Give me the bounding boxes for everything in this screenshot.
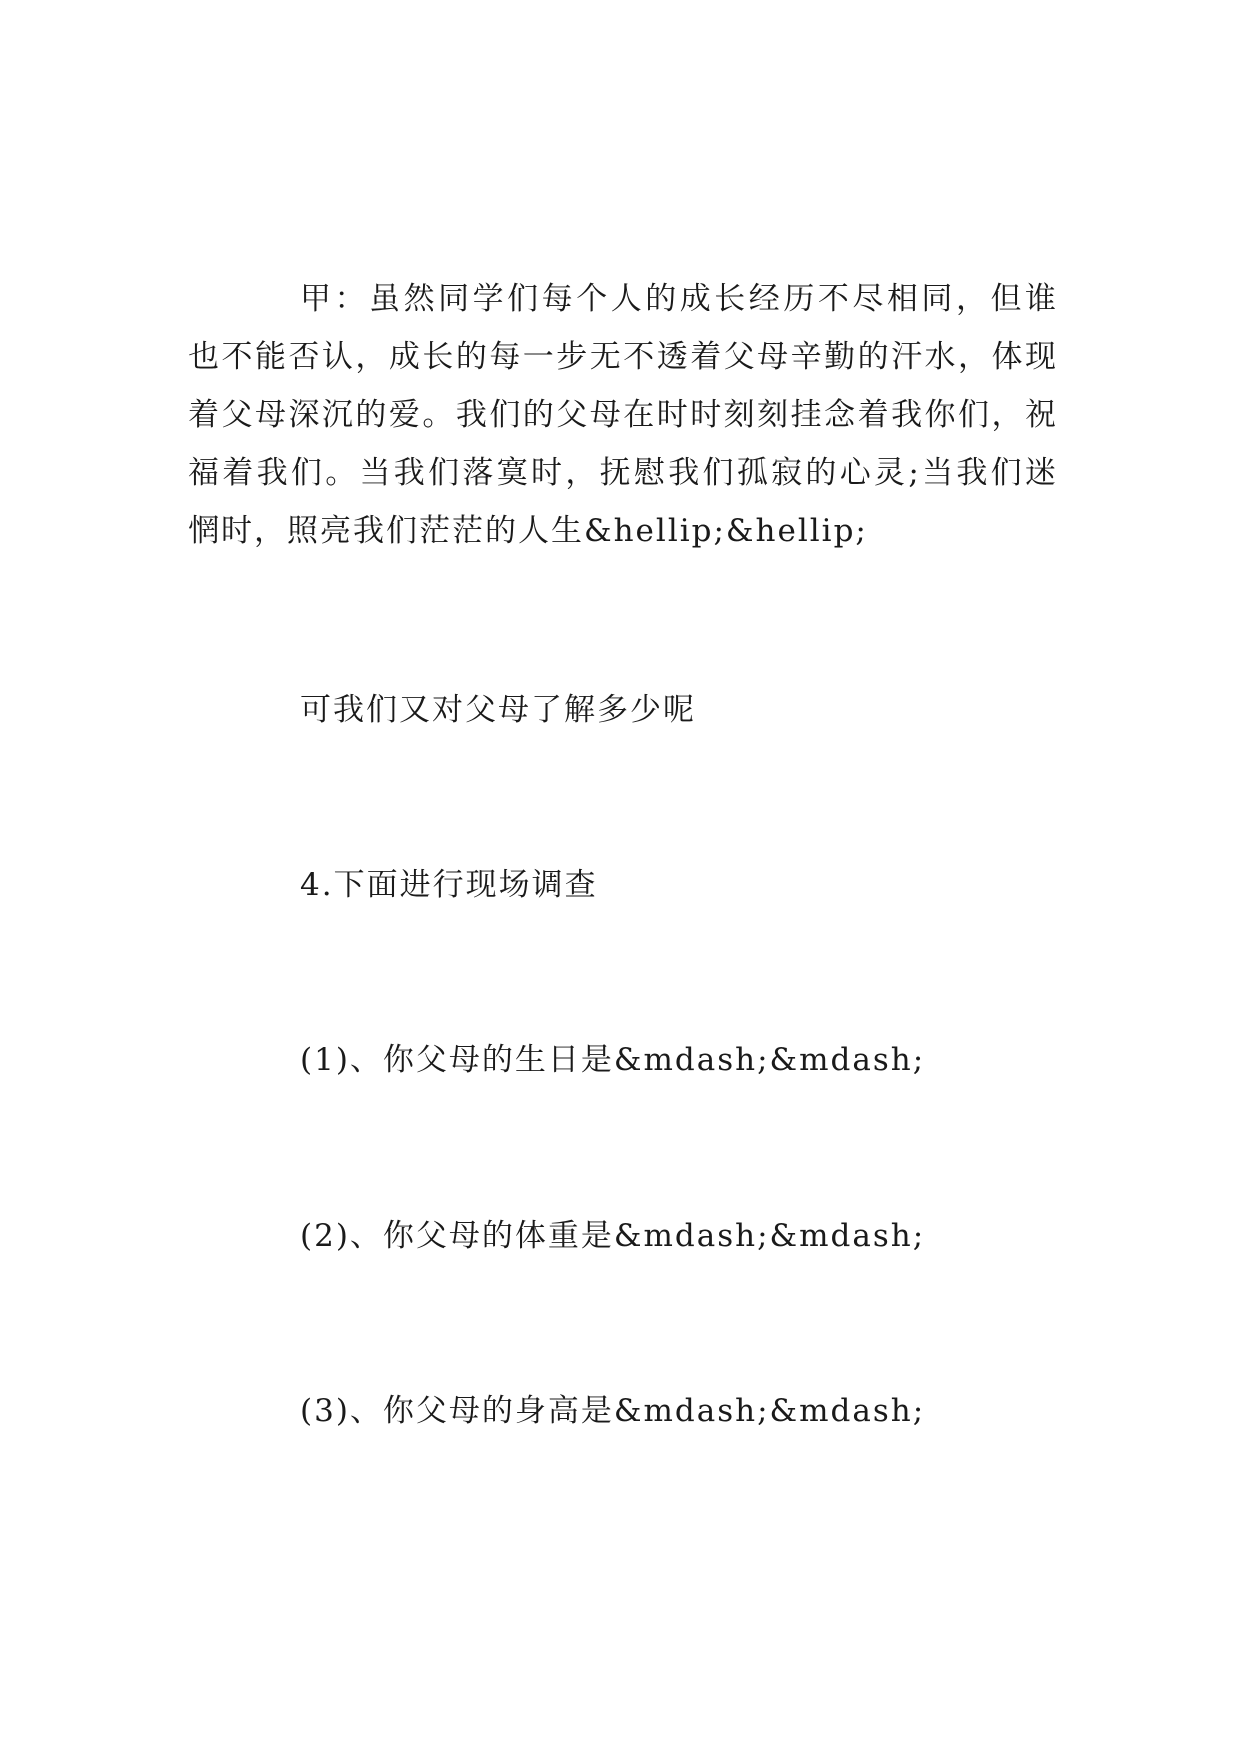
survey-heading: 4.下面进行现场调查	[300, 867, 598, 903]
paragraph-intro: 甲：虽然同学们每个人的成长经历不尽相同，但谁也不能否认，成长的每一步无不透着父母辛勤的汗水，体现着父母深沉的爱。我们的父母在时时刻刻挂念着我你们，祝福着我们。当我们落寞时，抚慰我们孤寂的心灵;当我们迷惘时，照亮我们茫茫的人生&hellip;&hellip;	[188, 281, 1058, 549]
survey-item-height: (3)、你父母的身高是&mdash;&mdash;	[300, 1393, 926, 1429]
survey-item-birthday: (1)、你父母的生日是&mdash;&mdash;	[300, 1042, 926, 1078]
survey-item-weight: (2)、你父母的体重是&mdash;&mdash;	[300, 1218, 926, 1254]
question-line: 可我们又对父母了解多少呢	[300, 692, 696, 728]
